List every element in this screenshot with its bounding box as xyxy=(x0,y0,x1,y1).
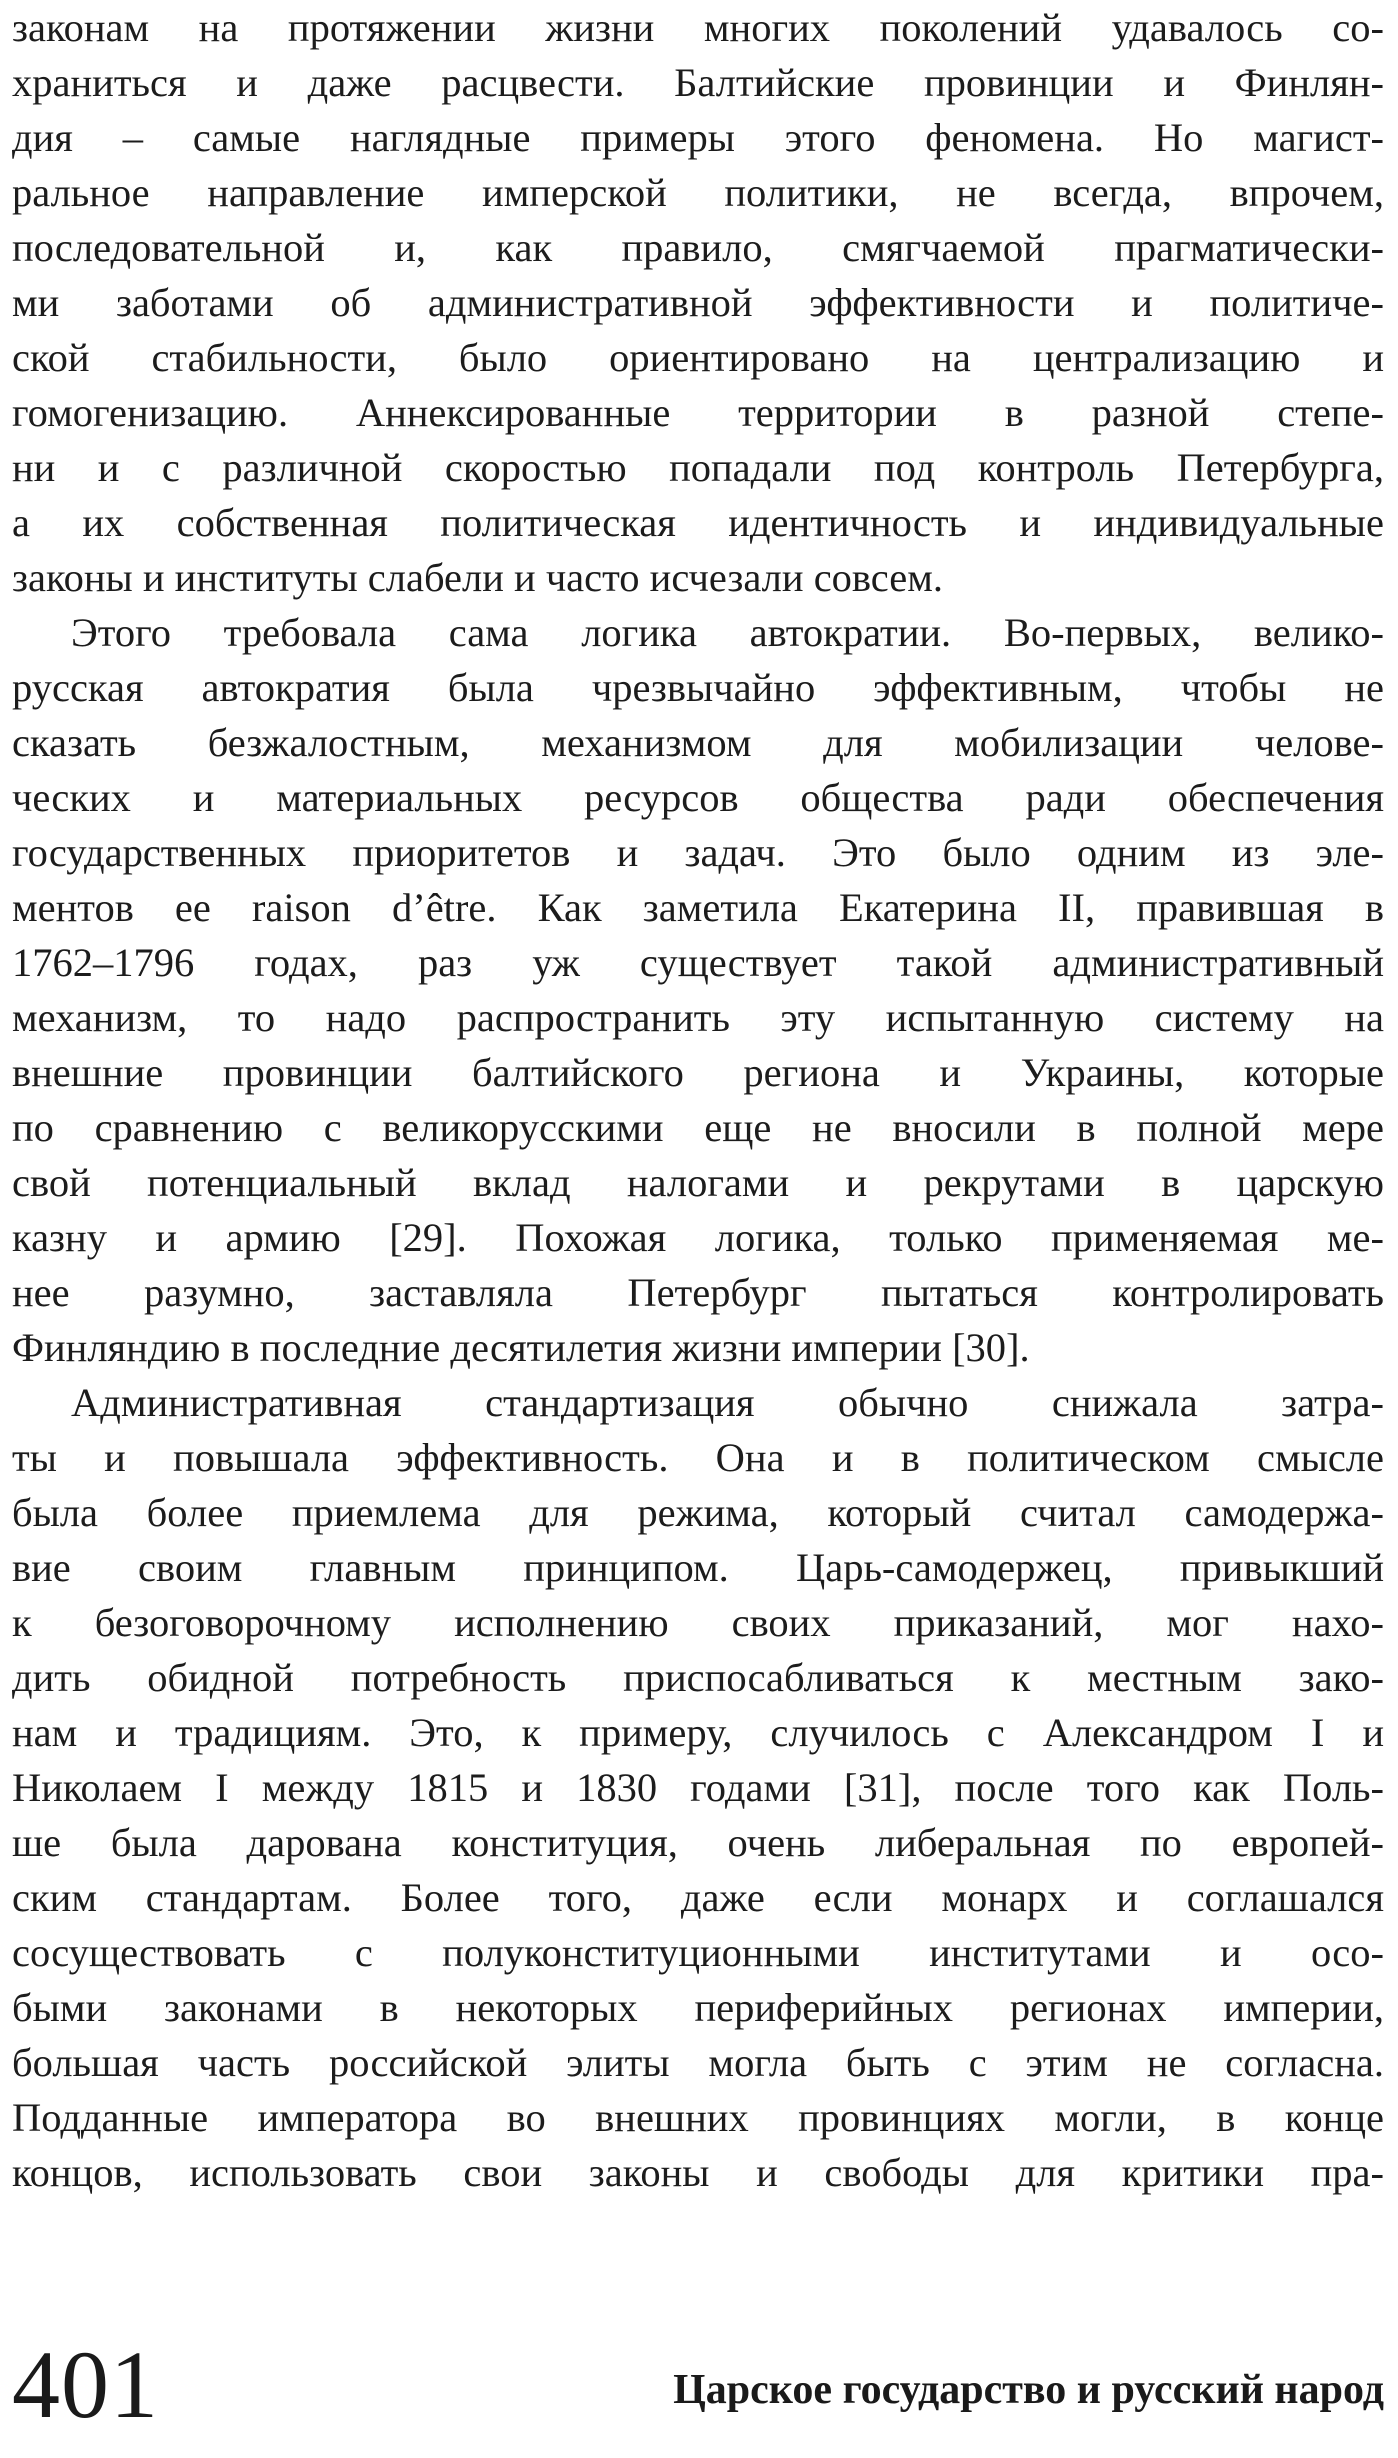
text-line: законам на протяжении жизни многих поколений удавалось со- xyxy=(12,5,1384,50)
body-text xyxy=(12,0,1384,2200)
paragraph xyxy=(12,1375,1384,2200)
text-line: нее разумно, заставляла Петербург пытаться контролировать xyxy=(12,1270,1384,1315)
text-line: дия – самые наглядные примеры этого феномена. Но магист- xyxy=(12,115,1384,160)
text-line: быми законами в некоторых периферийных регионах империи, xyxy=(12,1985,1384,2030)
text-line: большая часть российской элиты могла быть с этим не согласна. xyxy=(12,2040,1384,2085)
text-line: Николаем I между 1815 и 1830 годами [31], после того как Поль- xyxy=(12,1765,1384,1810)
text-line: ским стандартам. Более того, даже если монарх и соглашался xyxy=(12,1875,1384,1920)
text-line: сказать безжалостным, механизмом для мобилизации челове- xyxy=(12,720,1384,765)
text-line: Подданные императора во внешних провинциях могли, в конце xyxy=(12,2095,1384,2140)
text-line: свой потенциальный вклад налогами и рекрутами в царскую xyxy=(12,1160,1384,1205)
text-line: ской стабильности, было ориентировано на централизацию и xyxy=(12,335,1384,380)
text-line: Административная стандартизация обычно снижала затра- xyxy=(71,1380,1384,1425)
text-line: последовательной и, как правило, смягчаемой прагматически- xyxy=(12,225,1384,270)
text-line: ментов ее raison d’être. Как заметила Екатерина II, правившая в xyxy=(12,885,1384,930)
text-line: 1762–1796 годах, раз уж существует такой административный xyxy=(12,940,1384,985)
text-line: к безоговорочному исполнению своих приказаний, мог нахо- xyxy=(12,1600,1384,1645)
text-line: ми заботами об административной эффективности и политиче- xyxy=(12,280,1384,325)
text-line: Этого требовала сама логика автократии. Во-первых, велико- xyxy=(71,610,1384,655)
text-line: ты и повышала эффективность. Она и в политическом смысле xyxy=(12,1435,1384,1480)
text-line: законы и институты слабели и часто исчезали совсем. xyxy=(12,555,944,600)
paragraph xyxy=(12,605,1384,1375)
text-line: была более приемлема для режима, который считал самодержа- xyxy=(12,1490,1384,1535)
paragraph xyxy=(12,0,1384,605)
text-line: ни и с различной скоростью попадали под контроль Петербурга, xyxy=(12,445,1384,490)
text-line: храниться и даже расцвести. Балтийские провинции и Финлян- xyxy=(12,60,1384,105)
text-line: нам и традициям. Это, к примеру, случилось с Александром I и xyxy=(12,1710,1384,1755)
text-line: вие своим главным принципом. Царь-самодержец, привыкший xyxy=(12,1545,1384,1590)
text-line: казну и армию [29]. Похожая логика, только применяемая ме- xyxy=(12,1215,1384,1260)
text-line: внешние провинции балтийского региона и Украины, которые xyxy=(12,1050,1384,1095)
text-line: дить обидной потребность приспосабливаться к местным зако- xyxy=(12,1655,1384,1700)
text-line: Финляндию в последние десятилетия жизни империи [30]. xyxy=(12,1325,1030,1370)
text-line: ральное направление имперской политики, не всегда, впрочем, xyxy=(12,170,1384,215)
text-line: по сравнению с великорусскими еще не вносили в полной мере xyxy=(12,1105,1384,1150)
text-line: гомогенизацию. Аннексированные территории в разной степе- xyxy=(12,390,1384,435)
page-number: 401 xyxy=(12,2331,159,2438)
text-line: государственных приоритетов и задач. Это было одним из эле- xyxy=(12,830,1384,875)
text-line: ческих и материальных ресурсов общества ради обеспечения xyxy=(12,775,1384,820)
text-line: сосуществовать с полуконституционными институтами и осо- xyxy=(12,1930,1384,1975)
text-line: концов, использовать свои законы и свободы для критики пра- xyxy=(12,2150,1384,2195)
text-line: механизм, то надо распространить эту испытанную систему на xyxy=(12,995,1384,1040)
text-line: а их собственная политическая идентичность и индивидуальные xyxy=(12,500,1384,545)
text-line: русская автократия была чрезвычайно эффективным, чтобы не xyxy=(12,665,1384,710)
page-footer xyxy=(12,2330,1384,2440)
text-line: ше была дарована конституция, очень либеральная по европей- xyxy=(12,1820,1384,1865)
running-title: Царское государство и русский народ xyxy=(673,2367,1384,2413)
